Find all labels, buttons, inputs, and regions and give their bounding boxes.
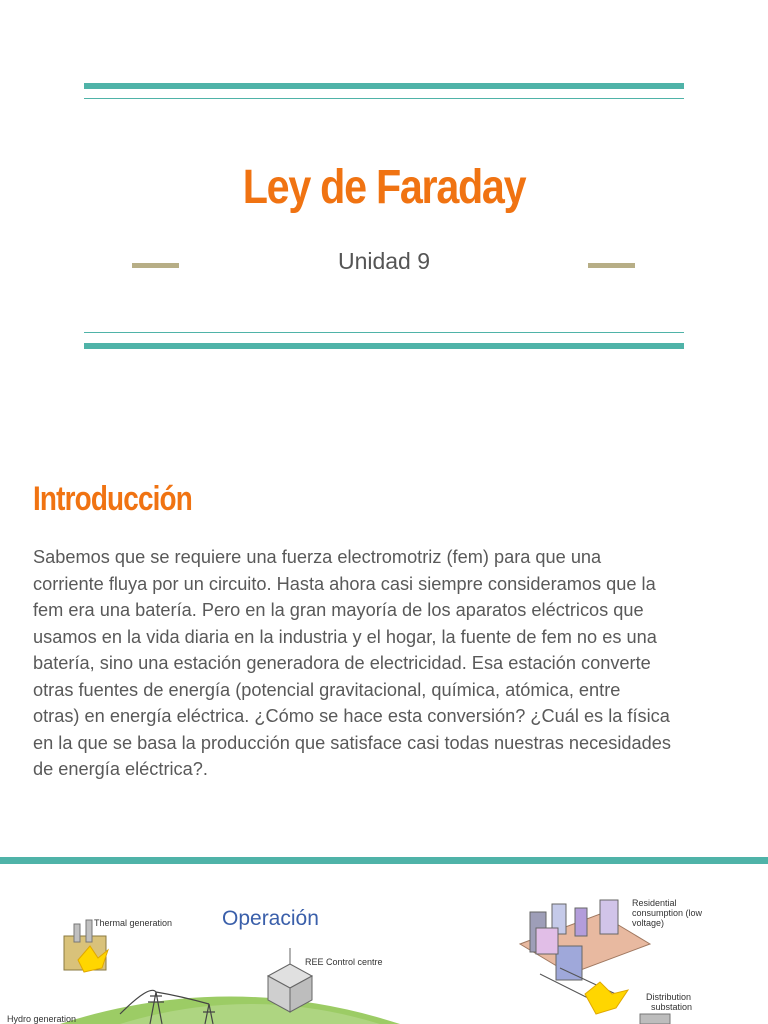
paragraph-line: usamos en la vida diaria en la industria y el hogar, la fuente de fem no es una <box>33 626 657 647</box>
residential-label-line-1: Residential <box>632 898 677 908</box>
section-heading: Introducción <box>33 480 192 518</box>
top-thick-rule <box>84 83 684 89</box>
bottom-thick-rule <box>84 343 684 349</box>
right-dash-decoration <box>588 263 635 268</box>
paragraph-line: en la que se basa la producción que satisface casi todas nuestras necesidades <box>33 732 671 753</box>
paragraph-line: otras fuentes de energía (potencial gravitacional, química, atómica, entre <box>33 679 621 700</box>
top-thin-rule <box>84 98 684 99</box>
paragraph-line: Sabemos que se requiere una fuerza electromotriz (fem) para que una <box>33 547 602 567</box>
operation-diagram-slide <box>0 864 768 1024</box>
hydro-label: Hydro generation <box>7 1014 77 1024</box>
subtitle: Unidad 9 <box>337 248 431 274</box>
paragraph-line: fem era una batería. Pero en la gran mayoría de los aparatos eléctricos que <box>33 600 644 620</box>
slide-separator <box>0 857 768 864</box>
page-title: Ley de Faraday <box>242 161 526 214</box>
distribution-label-line-1: Distribution <box>646 992 692 1002</box>
intro-paragraph <box>33 544 745 783</box>
distribution-label-line-2: substation <box>651 1002 693 1012</box>
paragraph-line: batería, sino una estación generadora de electricidad. Esa estación converte <box>33 653 651 673</box>
residential-label-line-2: consumption (low <box>632 908 703 918</box>
diagram-title: Operación <box>222 907 319 930</box>
thermal-label: Thermal generation <box>94 918 173 928</box>
control-centre-label: REE Control centre <box>305 957 383 967</box>
paragraph-line: corriente fluya por un circuito. Hasta ahora casi siempre consideramos que la <box>33 573 656 594</box>
bottom-thin-rule <box>84 332 684 333</box>
residential-label-line-3: voltage) <box>632 918 665 928</box>
paragraph-line: de energía eléctrica?. <box>33 759 208 779</box>
residential-buildings-icon <box>520 900 650 1004</box>
paragraph-line: otras) en energía eléctrica. ¿Cómo se hace esta conversión? ¿Cuál es la física <box>33 706 670 726</box>
